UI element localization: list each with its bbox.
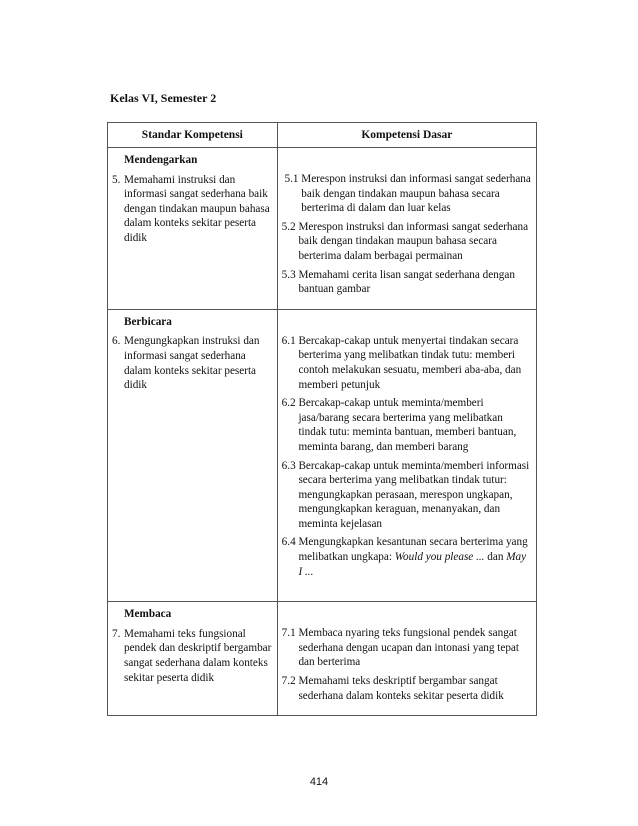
- kd-cell: [277, 309, 536, 602]
- header-standar-kompetensi: Standar Kompetensi: [108, 123, 278, 148]
- kd-number: 7.1: [281, 627, 299, 640]
- sk-item: [112, 173, 273, 246]
- kd-item: [282, 459, 532, 532]
- sk-cell: [108, 148, 278, 310]
- table-row: [108, 148, 537, 310]
- kd-item: [282, 268, 532, 297]
- table-row: [108, 309, 537, 602]
- sk-item: [112, 334, 273, 392]
- section-title: Berbicara: [124, 315, 172, 328]
- table-row: [108, 602, 537, 716]
- sk-text: Memahami teks fungsional pendek dan deskriptif bergambar sangat sederhana dalam konteks sekitar peserta didik: [124, 627, 272, 684]
- competency-table: [107, 122, 537, 716]
- kd-text: Membaca nyaring teks fungsional pendek sangat sederhana dengan ucapan dan intonasi yang tepat dan berterima: [298, 627, 520, 669]
- kd-number: 6.1: [281, 334, 299, 347]
- kd-number: 5.1: [281, 173, 302, 185]
- kd-item: [282, 535, 532, 579]
- sk-cell: [108, 309, 278, 602]
- sk-number: 7.: [112, 627, 121, 640]
- kd-text: Bercakap-cakap untuk meminta/memberi informasi secara berterima yang melibatkan tindak tutur: mengungkapkan perasaan, merespon ungkapan, mengungkapkan keraguan, menanyakan, dan meminta kejelasan: [298, 459, 530, 530]
- sk-item: [112, 627, 273, 685]
- kd-text-part: Mengungkapkan kesantunan secara berterima yang melibatkan ungkapa:: [298, 536, 528, 564]
- kd-item: [282, 674, 532, 703]
- section-title: Mendengarkan: [124, 154, 198, 166]
- kd-item: [282, 172, 532, 216]
- kd-number: 6.4: [281, 536, 299, 549]
- kd-item: [282, 626, 532, 670]
- kd-item: [282, 220, 532, 264]
- sk-number: 5.: [112, 173, 121, 186]
- kd-cell: [277, 148, 536, 310]
- kd-text: Bercakap-cakap untuk meminta/memberi jasa/barang secara berterima yang melibatkan tindak tutu: meminta bantuan, memberi bantuan, meminta barang, dan memberi barang: [298, 397, 517, 453]
- sk-number: 6.: [112, 335, 121, 348]
- page-heading: Kelas VI, Semester 2: [110, 91, 217, 105]
- kd-number: 6.3: [281, 459, 299, 472]
- kd-text: Merespon instruksi dan informasi sangat sederhana baik dengan tindakan maupun bahasa secara berterima di dalam dan luar kelas: [301, 173, 531, 215]
- kd-text-italic: May I ...: [298, 551, 527, 578]
- sk-text: Mengungkapkan instruksi dan informasi sangat sederhana dalam konteks sekitar peserta didik: [124, 335, 260, 392]
- table-header-row: [108, 123, 537, 148]
- kd-text: Memahami teks deskriptif bergambar sangat sederhana dalam konteks sekitar peserta didik: [298, 675, 504, 702]
- sk-cell: [108, 602, 278, 716]
- kd-number: 5.2: [281, 220, 299, 233]
- kd-text: Memahami cerita lisan sangat sederhana dengan bantuan gambar: [298, 268, 515, 296]
- kd-item: [282, 396, 532, 454]
- kd-number: 6.2: [281, 397, 299, 410]
- header-kompetensi-dasar: Kompetensi Dasar: [277, 123, 536, 148]
- kd-text-italic: Would you please ...: [394, 551, 485, 564]
- kd-number: 7.2: [281, 675, 299, 688]
- kd-text: [298, 535, 532, 579]
- kd-text: Merespon instruksi dan informasi sangat sederhana baik dengan tindakan maupun bahasa secara berterima dalam berbagai permainan: [298, 220, 529, 262]
- sk-text: Memahami instruksi dan informasi sangat sederhana baik dengan tindakan maupun bahasa dalam konteks sekitar peserta didik: [124, 173, 270, 244]
- kd-text-part: dan: [484, 551, 507, 564]
- section-title: Membaca: [124, 608, 172, 621]
- page-number: 414: [309, 776, 329, 788]
- kd-cell: [277, 602, 536, 716]
- kd-number: 5.3: [281, 268, 299, 281]
- kd-text: Bercakap-cakap untuk menyertai tindakan secara berterima yang melibatkan tindak tutu: memberi contoh melakukan sesuatu, memberi aba-aba, dan memberi petunjuk: [298, 334, 522, 391]
- kd-item: [282, 334, 532, 392]
